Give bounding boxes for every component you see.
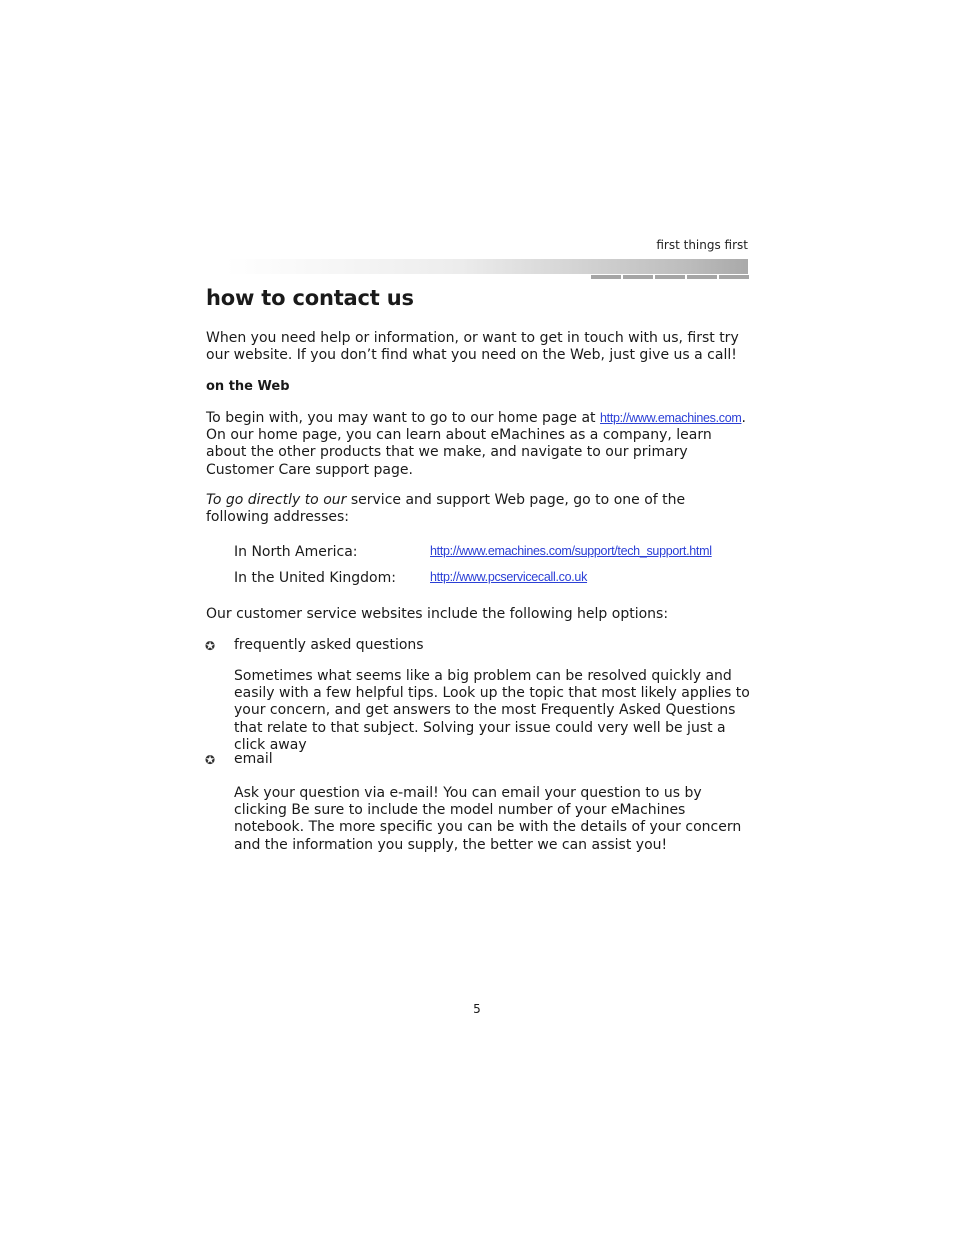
web-paragraph xyxy=(206,410,751,479)
running-head: first things first xyxy=(656,238,748,252)
option-text-email: Ask your question via e-mail! You can email your question to us by clicking Be sure to include the model number of your eMachines notebook. The more specific you can be with the details of your concern and the information you supply, the better we can assist you! xyxy=(234,785,742,853)
bullet-icon: ✪ xyxy=(205,753,216,767)
header-tab-mark xyxy=(719,275,749,279)
header-tab-mark xyxy=(623,275,653,279)
header-tab-mark xyxy=(687,275,717,279)
address-link-uk[interactable]: http://www.pcservicecall.co.uk xyxy=(430,570,588,584)
address-label-uk: In the United Kingdom: xyxy=(234,570,396,586)
intro-paragraph: When you need help or information, or want to get in touch with us, first try our website. If you don’t find what you need on the Web, just give us a call! xyxy=(206,330,739,364)
header-gradient-bar xyxy=(226,259,748,274)
option-text-faq: Sometimes what seems like a big problem can be resolved quickly and easily with a few helpful tips. Look up the topic that most likely applies to your concern, and get answers to the most Frequently Asked Questions that relate to that subject. Solving your issue could very well be just a click away xyxy=(234,668,750,753)
direct-paragraph xyxy=(206,492,751,526)
page-number: 5 xyxy=(473,1002,481,1016)
address-link-north-america[interactable]: http://www.emachines.com/support/tech_support.html xyxy=(430,544,712,558)
options-intro: Our customer service websites include the following help options: xyxy=(206,606,669,622)
header-tab-marks xyxy=(591,275,749,279)
address-label-north-america: In North America: xyxy=(234,544,358,560)
homepage-link[interactable]: http://www.emachines.com xyxy=(600,411,742,425)
web-paragraph-before: To begin with, you may want to go to our home page at xyxy=(206,410,600,426)
page-title: how to contact us xyxy=(206,286,414,310)
option-label-faq: frequently asked questions xyxy=(234,637,424,653)
header-tab-mark xyxy=(591,275,621,279)
direct-paragraph-rest: service and support Web page, go to one of the following addresses: xyxy=(206,492,686,526)
web-paragraph-after: . On our home page, you can learn about eMachines as a company, learn about the other products that we make, and navigate to our primary Customer Care support page. xyxy=(206,410,746,478)
option-label-email: email xyxy=(234,751,273,767)
header-tab-mark xyxy=(655,275,685,279)
web-heading: on the Web xyxy=(206,379,290,394)
direct-paragraph-italic: To go directly to our xyxy=(206,492,347,508)
bullet-icon: ✪ xyxy=(205,639,216,653)
